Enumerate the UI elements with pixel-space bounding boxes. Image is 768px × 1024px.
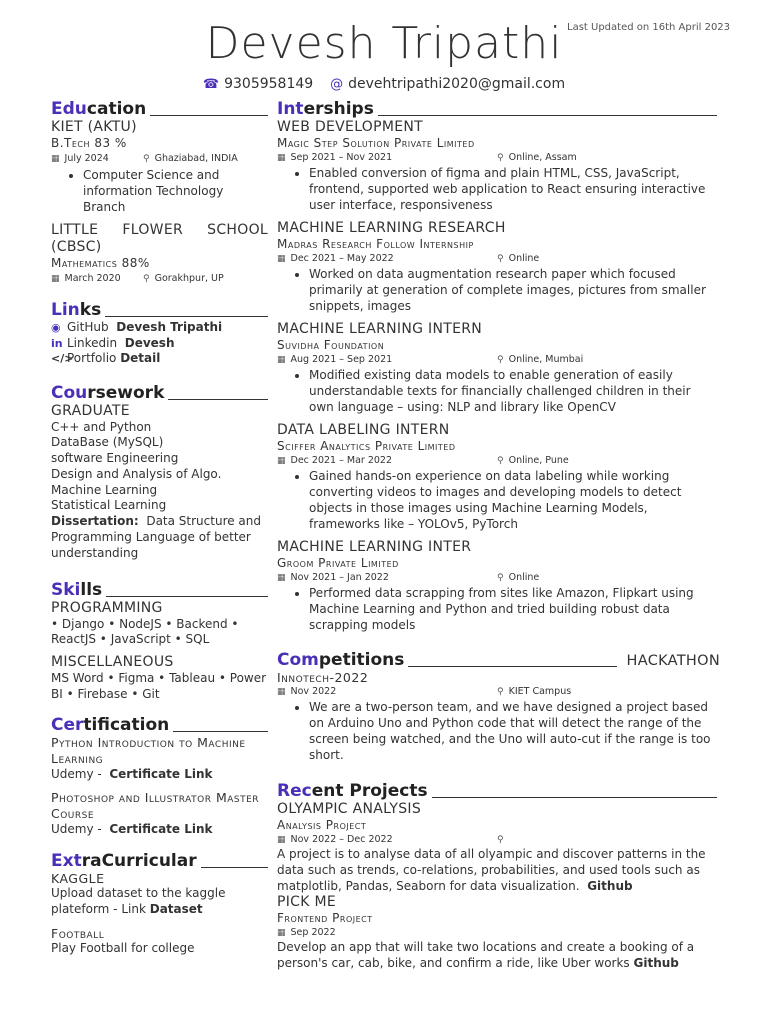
project-description: A project is to analyse data of all olyampic and discover patterns in the data such as trends, co-relations, probabilities, and used tools such as matplotlib, Pandas, Seaborn for data visualization. Github xyxy=(277,847,706,893)
project-type: Frontend Project xyxy=(277,911,373,926)
education-entry: KIET (AKTU) B.Tech 83 % ▦ July 2024 ⚲ Ghaziabad, INDIA • Computer Science and information Technology Branch xyxy=(51,119,268,215)
code-icon: </> xyxy=(51,352,74,365)
course-item: software Engineering xyxy=(51,451,179,466)
calendar-icon: ▦ xyxy=(277,355,286,365)
competition-tag: HACKATHON xyxy=(626,653,720,669)
internship-role: MACHINE LEARNING INTER xyxy=(277,539,472,555)
skills-programming-list: • Django • NodeJS • Backend • ReactJS • JavaScript • SQL xyxy=(51,616,239,647)
calendar-icon: ▦ xyxy=(277,254,286,264)
email-address[interactable]: devehtripathi2020@gmail.com xyxy=(348,76,566,92)
calendar-icon: ▦ xyxy=(277,928,286,939)
activity-text: Upload dataset to the kaggle plateform - Link Dataset xyxy=(51,886,226,917)
contact-row xyxy=(0,76,768,92)
section-title: Recent Projects xyxy=(277,781,428,801)
degree: Mathematics 88% xyxy=(51,256,150,270)
project-entry: OLYAMPIC ANALYSIS Analysis Project ▦ Nov 2022 – Dec 2022 ⚲ A project is to analyse data of all olyampic and discover patterns in the data such as trends, co-relations, probabilities, and used tools such as matplotlib, Pandas, Seaborn for data visualization. Github xyxy=(277,801,717,894)
section-competitions xyxy=(277,650,720,670)
internship-entry: MACHINE LEARNING RESEARCH Madras Research Follow Internship ▦ Dec 2021 – May 2022 ⚲ Online • Worked on data augmentation research paper which focused primarily at generation of complete images, pictures from smaller snippets, images xyxy=(277,220,717,314)
section-certification xyxy=(51,716,268,735)
github-icon: ◉ xyxy=(51,321,61,334)
section-title: Links xyxy=(51,300,102,320)
skills-misc-list: MS Word • Figma • Tableau • Power BI • Firebase • Git xyxy=(51,671,267,702)
dataset-link[interactable]: Dataset xyxy=(149,902,203,917)
list-item: • Gained hands-on experience on data labeling while working converting videos to images and developing models to detect objects in those images using Machine Learning Models, frameworks like – YOLOv5, PyTorch xyxy=(309,468,717,532)
section-title: Skills xyxy=(51,579,103,600)
list-item: • Computer Science and information Technology Branch xyxy=(83,167,268,215)
internship-company: Groom Private Limited xyxy=(277,556,399,570)
school-name: LITTLE FLOWER SCHOOL (CBSC) xyxy=(51,222,268,255)
certificate-link[interactable]: Certificate Link xyxy=(109,766,213,781)
activity-text: Play Football for college xyxy=(51,941,195,956)
course-item: Statistical Learning xyxy=(51,498,167,513)
section-rule xyxy=(408,666,616,667)
internship-role: DATA LABELING INTERN xyxy=(277,422,450,438)
project-entry: PICK ME Frontend Project ▦ Sep 2022 Develop an app that will take two locations and create a booking of a person's car, cab, bike, and confirm a ride, like Uber works Github xyxy=(277,894,717,972)
internship-role: MACHINE LEARNING INTERN xyxy=(277,321,483,337)
section-rule xyxy=(173,731,268,732)
education-entry: LITTLE FLOWER SCHOOL (CBSC) Mathematics 88% ▦ March 2020 ⚲ Gorakhpur, UP xyxy=(51,222,268,284)
phone-number[interactable]: 9305958149 xyxy=(224,76,314,92)
section-title: Certification xyxy=(51,714,170,735)
course-item: DataBase (MySQL) xyxy=(51,435,164,450)
internship-entry: DATA LABELING INTERN Sciffer Analytics Private Limited ▦ Dec 2021 – Mar 2022 ⚲ Online, Pune • Gained hands-on experience on data labeling while working converting videos to images and developing models to detect objects in those images using Machine Learning Models, frameworks like – YOLOv5, PyTorch xyxy=(277,422,717,532)
calendar-icon: ▦ xyxy=(277,573,286,583)
location-pin-icon: ⚲ xyxy=(497,456,504,466)
internship-role: MACHINE LEARNING RESEARCH xyxy=(277,220,506,236)
calendar-icon: ▦ xyxy=(51,274,60,284)
list-item: • Modified existing data models to enable generation of easily understandable texts for financially challenged children in their own language – using: NLP and library like OpenCV xyxy=(309,367,717,415)
link-linkedin[interactable]: in Linkedin Devesh xyxy=(51,335,175,350)
calendar-icon: ▦ xyxy=(277,687,286,697)
link-github[interactable]: ◉ GitHub Devesh Tripathi xyxy=(51,320,223,334)
location-pin-icon: ⚲ xyxy=(497,573,504,583)
right-column xyxy=(277,99,720,972)
left-column xyxy=(51,100,268,957)
section-rule xyxy=(432,797,717,798)
internship-entry: MACHINE LEARNING INTERN Suvidha Foundation ▦ Aug 2021 – Sep 2021 ⚲ Online, Mumbai • Modified existing data models to enable generation of easily understandable texts for financially challenged children in their own language – using: NLP and library like OpenCV xyxy=(277,321,717,415)
internship-company: Sciffer Analytics Private Limited xyxy=(277,439,456,453)
certificate-entry: Python Introduction to Machine Learning Udemy - Certificate Link xyxy=(51,735,268,783)
course-item: Machine Learning xyxy=(51,482,158,497)
certificate-name: Python Introduction to Machine Learning xyxy=(51,734,246,766)
degree: B.Tech 83 % xyxy=(51,136,127,150)
section-education xyxy=(51,100,268,119)
location-pin-icon: ⚲ xyxy=(497,254,504,264)
github-link[interactable]: Github xyxy=(587,878,633,893)
competition-name: Innotech-2022 xyxy=(277,670,369,685)
location-pin-icon: ⚲ xyxy=(497,355,504,365)
project-description: Develop an app that will take two locations and create a booking of a person's car, cab, bike, and confirm a ride, like Uber works Github xyxy=(277,940,695,971)
section-coursework xyxy=(51,384,268,403)
internship-entry: MACHINE LEARNING INTER Groom Private Limited ▦ Nov 2021 – Jan 2022 ⚲ Online • Performed data scrapping from sites like Amazon, Flipkart using Machine Learning and Python and tried building robust data scrapping models xyxy=(277,539,717,633)
linkedin-icon: in xyxy=(51,336,63,350)
location-pin-icon: ⚲ xyxy=(143,274,150,284)
internship-role: WEB DEVELOPMENT xyxy=(277,119,424,135)
competition-entry: Innotech-2022 ▦ Nov 2022 ⚲ KIET Campus • We are a two-person team, and we have designed a project based on Arduino Uno and Python code that will detect the range of the screen being watched, and the Uno will auto-cut if the range is too short. xyxy=(277,670,717,763)
location-pin-icon: ⚲ xyxy=(497,687,504,697)
internship-company: Suvidha Foundation xyxy=(277,338,385,352)
section-title: Coursework xyxy=(51,382,165,403)
section-rule xyxy=(150,115,268,116)
calendar-icon: ▦ xyxy=(277,456,286,466)
section-internships xyxy=(277,100,717,119)
course-item: C++ and Python xyxy=(51,419,152,434)
calendar-icon: ▦ xyxy=(277,835,286,845)
link-portfolio[interactable]: </>Portfolio Detail xyxy=(51,351,161,365)
skills-misc-title: MISCELLANEOUS xyxy=(51,654,174,671)
internship-entry: WEB DEVELOPMENT Magic Step Solution Private Limited ▦ Sep 2021 – Nov 2021 ⚲ Online, Assam • Enabled conversion of figma and plain HTML, CSS, JavaScript, frontend, supported web application to React ensuring interactive user interface, responsiveness xyxy=(277,119,717,213)
list-item: • We are a two-person team, and we have designed a project based on Arduino Uno and Python code that will detect the range of the screen being watched, and the Uno will auto-cut if the range is too short. xyxy=(309,699,717,763)
list-item: • Enabled conversion of figma and plain HTML, CSS, JavaScript, frontend, supported web application to React ensuring interactive user interface, responsiveness xyxy=(309,165,717,213)
section-title: ExtraCurricular xyxy=(51,851,197,872)
section-skills xyxy=(51,581,268,600)
project-name: PICK ME xyxy=(277,894,337,911)
skills-programming-title: PROGRAMMING xyxy=(51,599,163,616)
calendar-icon: ▦ xyxy=(277,153,286,163)
internship-company: Madras Research Follow Internship xyxy=(277,237,474,251)
section-title: Interships xyxy=(277,99,374,119)
location-pin-icon: ⚲ xyxy=(143,154,150,164)
certificate-entry: Photoshop and Illustrator Master Course Udemy - Certificate Link xyxy=(51,790,268,838)
coursework-level: GRADUATE xyxy=(51,402,130,419)
activity-title: KAGGLE xyxy=(51,871,105,887)
phone-icon: ☎ xyxy=(202,77,220,92)
section-title: Education xyxy=(51,99,147,119)
calendar-icon: ▦ xyxy=(51,154,60,164)
location-pin-icon: ⚲ xyxy=(497,835,504,845)
certificate-name: Photoshop and Illustrator Master Course xyxy=(51,789,260,821)
section-rule xyxy=(168,399,268,400)
resume-name: Devesh Tripathi xyxy=(205,18,563,69)
list-item: • Performed data scrapping from sites like Amazon, Flipkart using Machine Learning and Python and tried building robust data scrapping models xyxy=(309,585,717,633)
section-title: Competitions xyxy=(277,650,405,670)
github-link[interactable]: Github xyxy=(633,956,679,971)
at-icon: @ xyxy=(330,77,344,92)
section-rule xyxy=(201,867,268,868)
project-name: OLYAMPIC ANALYSIS xyxy=(277,801,421,817)
section-rule xyxy=(378,115,717,116)
section-projects xyxy=(277,782,717,801)
last-updated: Last Updated on 16th April 2023 xyxy=(567,22,731,33)
location-pin-icon: ⚲ xyxy=(497,153,504,163)
school-name: KIET (AKTU) xyxy=(51,119,137,135)
activity-title: Football xyxy=(51,926,105,942)
course-item: Design and Analysis of Algo. xyxy=(51,466,222,481)
section-links xyxy=(51,301,268,320)
project-type: Analysis Project xyxy=(277,818,367,832)
list-item: • Worked on data augmentation research paper which focused primarily at generation of complete images, pictures from smaller snippets, images xyxy=(309,266,717,314)
section-rule xyxy=(106,596,268,597)
internship-company: Magic Step Solution Private Limited xyxy=(277,136,475,150)
certificate-link[interactable]: Certificate Link xyxy=(109,821,213,836)
dissertation: Dissertation: Data Structure and Programming Language of better understanding xyxy=(51,514,262,560)
section-extracurricular xyxy=(51,852,268,871)
section-rule xyxy=(105,316,268,317)
